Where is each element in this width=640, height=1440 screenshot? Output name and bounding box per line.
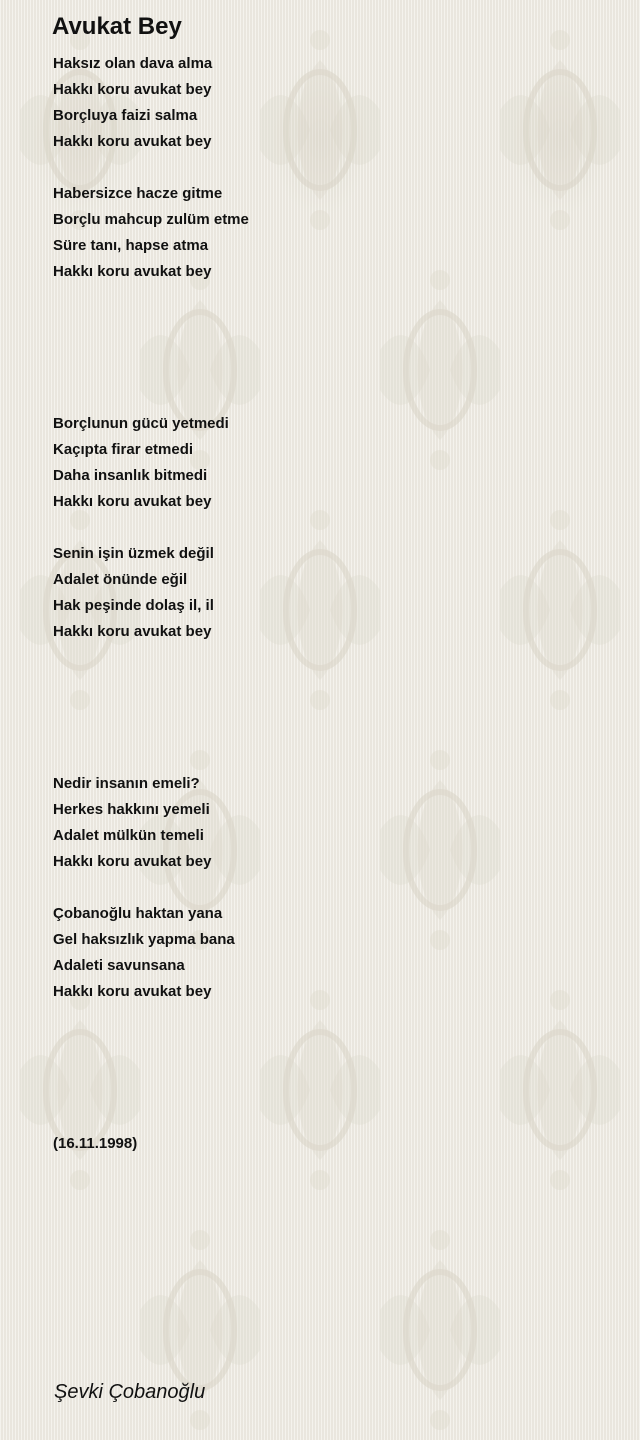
poem-line: Borçlu mahcup zulüm etme — [53, 211, 249, 228]
poem-line: Herkes hakkını yemeli — [53, 801, 210, 818]
poem-line: Borçluya faizi salma — [53, 107, 198, 124]
poem-line: Senin işin üzmek değil — [53, 545, 214, 562]
poem-line: Haksız olan dava alma — [53, 55, 213, 72]
poem-line: Habersizce hacze gitme — [53, 185, 223, 202]
poem-line: Hakkı koru avukat bey — [53, 853, 212, 870]
poem-line: Hakkı koru avukat bey — [53, 133, 212, 150]
poem-line: Gel haksızlık yapma bana — [53, 931, 235, 948]
poem-line: Kaçıpta firar etmedi — [53, 441, 194, 458]
poem-line: Süre tanı, hapse atma — [53, 237, 209, 254]
poem-line: Nedir insanın emeli? — [53, 775, 200, 792]
poem-line: Hak peşinde dolaş il, il — [53, 597, 214, 614]
poem-line: Hakkı koru avukat bey — [53, 263, 212, 280]
poem-line: Hakkı koru avukat bey — [53, 81, 212, 98]
poem-line: Adaleti savunsana — [53, 957, 185, 974]
poem-line: Borçlunun gücü yetmedi — [53, 415, 229, 432]
poem-title: Avukat Bey — [52, 13, 182, 40]
poem-line: Hakkı koru avukat bey — [53, 493, 212, 510]
poem-line: Hakkı koru avukat bey — [53, 983, 212, 1000]
poem-line: Adalet mülkün temeli — [53, 827, 204, 844]
poem-line: Çobanoğlu haktan yana — [53, 905, 223, 922]
poem-author: Şevki Çobanoğlu — [54, 1381, 206, 1403]
poem-line: Hakkı koru avukat bey — [53, 623, 212, 640]
poem-line: Adalet önünde eğil — [53, 571, 188, 588]
poem-line: Daha insanlık bitmedi — [53, 467, 208, 484]
poem-date: (16.11.1998) — [53, 1135, 138, 1152]
